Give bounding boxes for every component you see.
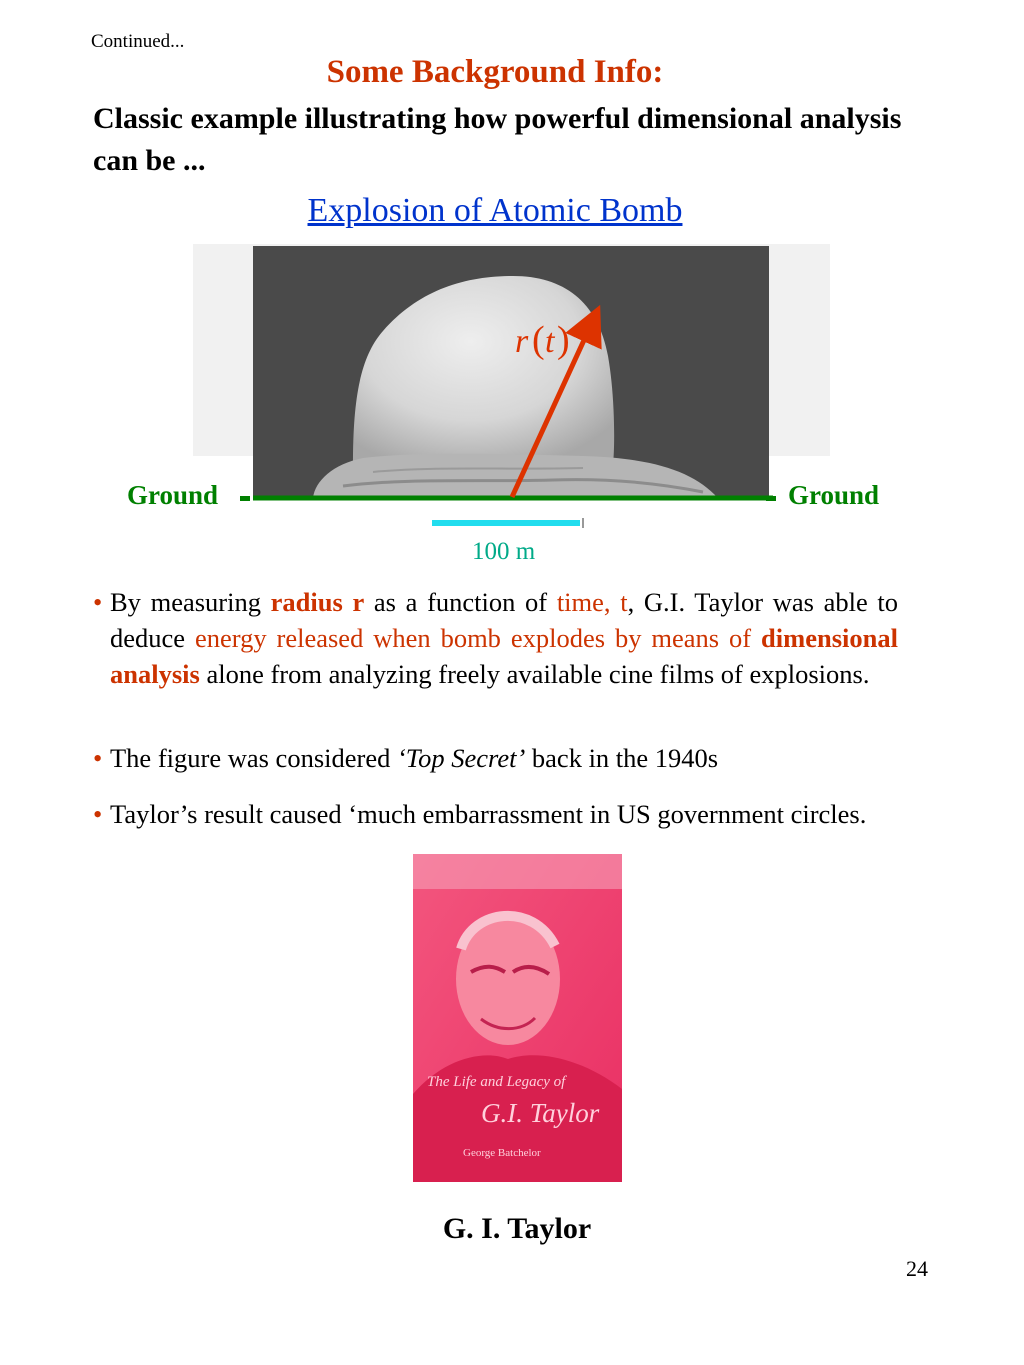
bullet-dot-icon: •: [93, 799, 103, 829]
continued-label: Continued...: [91, 31, 185, 52]
portrait-caption: G. I. Taylor: [442, 1212, 592, 1245]
svg-text:(: (: [532, 319, 545, 361]
ground-label-right: Ground: [788, 480, 880, 510]
bullet-item: • By measuring radius r as a function of time, t, G.I. Taylor was able to deduce energy released when bomb explodes by means of dimensional analysis alone from analyzing freely available cine films of explosions.: [93, 584, 898, 692]
bullet-dot-icon: •: [93, 587, 103, 617]
book-subtitle: The Life and Legacy of: [427, 1074, 566, 1090]
section-heading: Some Background Info:: [326, 54, 664, 90]
term-time: time, t: [556, 587, 628, 617]
svg-text:): ): [557, 319, 570, 361]
ground-label-left: Ground: [127, 480, 219, 510]
book-cover-portrait: [413, 854, 622, 1182]
intro-text: Classic example illustrating how powerful dimensional analysis can be ...: [93, 102, 902, 177]
bullet-dot-icon: •: [93, 743, 103, 773]
radius-label-t: t: [545, 323, 555, 360]
scale-bar: [432, 520, 580, 526]
term-top-secret: ‘Top Secret’: [396, 743, 526, 773]
term-radius: radius r: [270, 587, 365, 617]
book-author: George Batchelor: [463, 1147, 541, 1159]
ground-left-tick: [238, 494, 252, 504]
term-dimensional-analysis: dimensional analysis: [110, 623, 898, 689]
page-number: 24: [906, 1256, 928, 1281]
radius-label-r: r: [515, 323, 529, 360]
ground-right-tick: [764, 494, 778, 504]
explosion-photo: [253, 246, 773, 536]
term-energy: energy released when bomb explodes by means of: [194, 623, 762, 653]
bullet-item: • The figure was considered ‘Top Secret’ back in the 1940s: [93, 740, 898, 776]
bullet-item: • Taylor’s result caused ‘much embarrassment in US government circles.: [93, 796, 898, 832]
book-title: G.I. Taylor: [481, 1098, 600, 1128]
figure-title: Explosion of Atomic Bomb: [307, 192, 683, 229]
scale-label: 100 m: [472, 538, 536, 565]
